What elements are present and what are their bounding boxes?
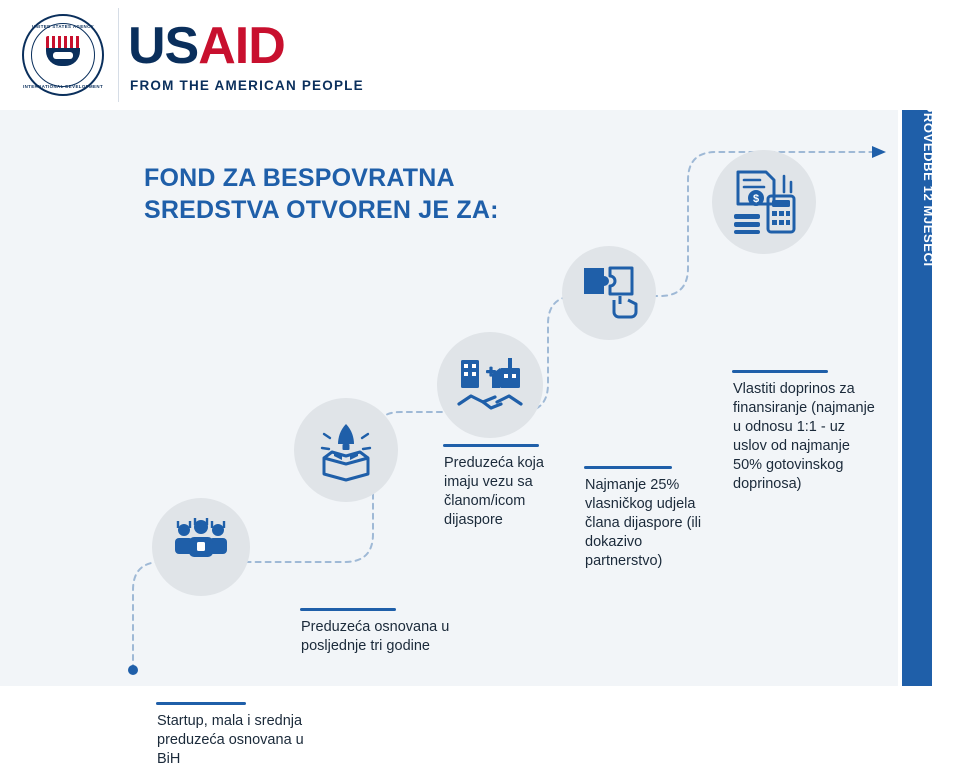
step-2-rule [300, 608, 396, 611]
handshake-buildings-icon [455, 354, 525, 416]
page-title-line1: FOND ZA BESPOVRATNA [144, 164, 455, 192]
seal-top-text: UNITED STATES AGENCY [31, 24, 95, 29]
step-5-rule [732, 370, 828, 373]
puzzle-hand-icon [580, 262, 642, 324]
usaid-wordmark-aid: AID [198, 17, 285, 75]
finance-calculator-icon [730, 168, 798, 234]
seal-bottom-text: INTERNATIONAL DEVELOPMENT [22, 84, 104, 89]
step-4-text: Najmanje 25% vlasničkog udjela člana dijaspore (ili dokazivo partnerstvo) [585, 477, 702, 569]
people-group-icon [170, 516, 232, 578]
page-title-line2: SREDSTVA OTVOREN JE ZA: [144, 196, 499, 224]
step-2-text: Preduzeća osnovana u posljednje tri godine [301, 619, 450, 654]
step-4-rule [584, 466, 672, 469]
rocket-box-icon [314, 418, 378, 482]
implementation-period-label: PERIOD PROVEDBE 12 MJESECI [921, 46, 936, 267]
usaid-wordmark-us: US [128, 17, 199, 75]
step-3-text: Preduzeća koja imaju vezu sa članom/icom dijaspore [444, 455, 544, 528]
header [0, 0, 980, 111]
step-5-text: Vlastiti doprinos za finansiranje (najmanje u odnosu 1:1 - uz uslov od najmanje 50% gotovinskog doprinosa) [733, 381, 875, 492]
usaid-tagline: FROM THE AMERICAN PEOPLE [130, 78, 364, 93]
header-divider [118, 8, 119, 102]
step-1-rule [156, 702, 246, 705]
step-1-text: Startup, mala i srednja preduzeća osnovana u BiH [157, 713, 304, 767]
usaid-wordmark [128, 17, 285, 75]
usaid-seal-icon [22, 14, 106, 98]
svg-text:$: $ [752, 193, 760, 205]
step-3-rule [443, 444, 539, 447]
